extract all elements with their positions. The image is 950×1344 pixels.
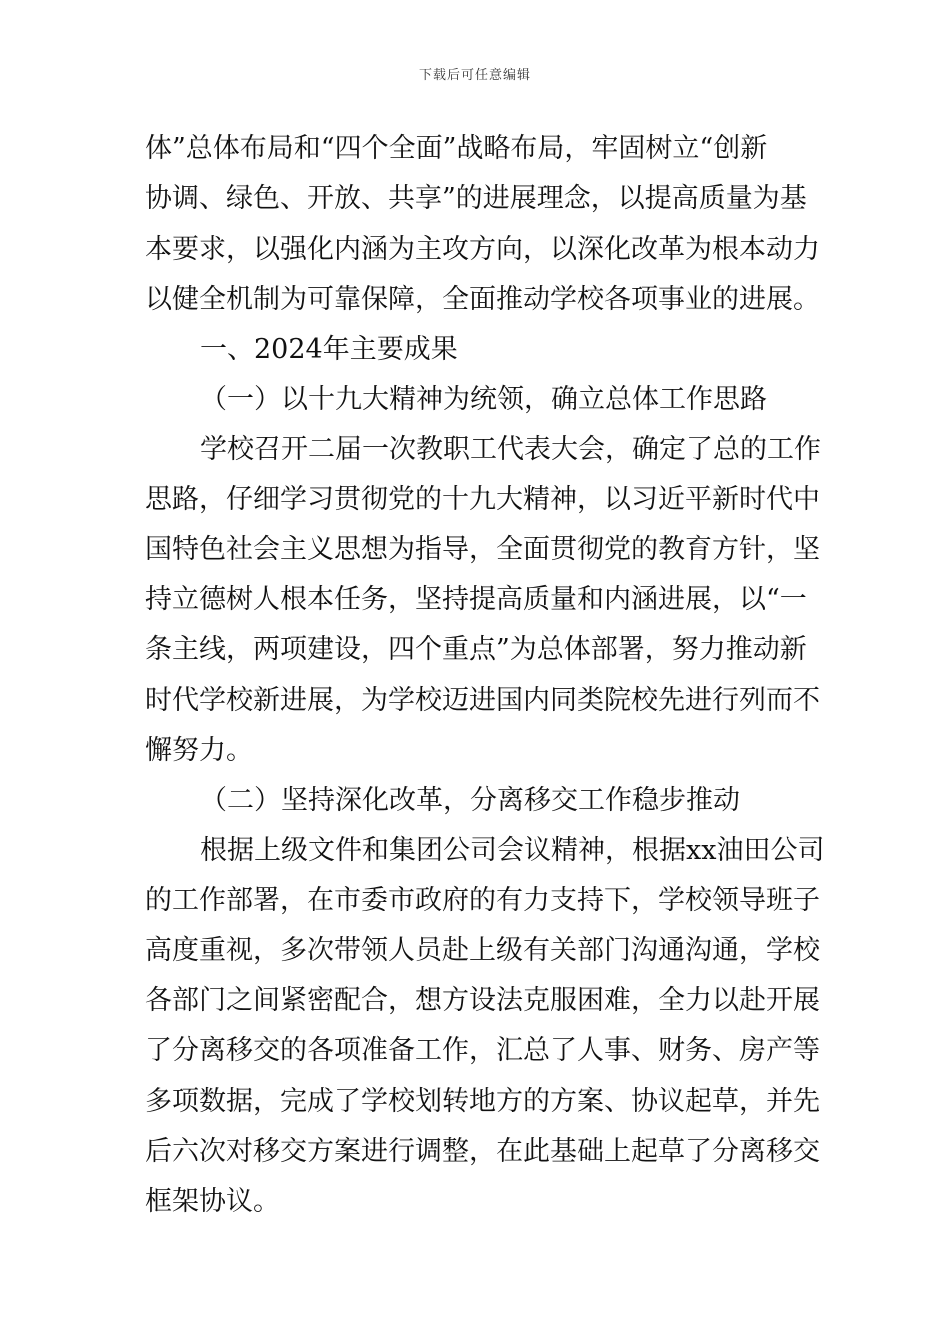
body-line: 多项数据，完成了学校划转地方的方案、协议起草，并先 <box>145 1086 820 1117</box>
paragraph-first-line: 学校召开二届一次教职工代表大会，确定了总的工作 <box>200 434 821 465</box>
body-line: 持立德树人根本任务，坚持提高质量和内涵进展，以“一 <box>145 584 807 615</box>
body-line: 的工作部署，在市委市政府的有力支持下，学校领导班子 <box>145 885 820 916</box>
body-line: 本要求，以强化内涵为主攻方向，以深化改革为根本动力 <box>145 234 820 265</box>
body-line: 体”总体布局和“四个全面”战略布局，牢固树立“创新 <box>145 133 768 164</box>
body-line: 了分离移交的各项准备工作，汇总了人事、财务、房产等 <box>145 1035 820 1066</box>
body-line: 以健全机制为可靠保障，全面推动学校各项事业的进展。 <box>145 284 820 315</box>
page-header: 下载后可任意编辑 <box>418 68 531 83</box>
body-line: 懈努力。 <box>145 735 253 766</box>
body-line: 协调、绿色、开放、共享”的进展理念，以提高质量为基 <box>145 183 807 214</box>
body-line: 各部门之间紧密配合，想方设法克服困难，全力以赴开展 <box>145 985 820 1016</box>
body-line: 国特色社会主义思想为指导，全面贯彻党的教育方针，坚 <box>145 534 820 565</box>
body-line: 时代学校新进展，为学校迈进国内同类院校先进行列而不 <box>145 685 820 716</box>
body-line: 高度重视，多次带领人员赴上级有关部门沟通沟通，学校 <box>145 935 820 966</box>
subsection-heading: （二）坚持深化改革，分离移交工作稳步推动 <box>200 785 740 816</box>
body-line: 框架协议。 <box>145 1186 280 1217</box>
section-heading: 一、2024年主要成果 <box>200 334 458 365</box>
body-line: 思路，仔细学习贯彻党的十九大精神，以习近平新时代中 <box>145 484 820 515</box>
paragraph-first-line: 根据上级文件和集团公司会议精神，根据xx油田公司 <box>200 835 825 866</box>
body-line: 后六次对移交方案进行调整，在此基础上起草了分离移交 <box>145 1136 820 1167</box>
subsection-heading: （一）以十九大精神为统领，确立总体工作思路 <box>200 384 767 415</box>
body-line: 条主线，两项建设，四个重点”为总体部署，努力推动新 <box>145 634 807 665</box>
